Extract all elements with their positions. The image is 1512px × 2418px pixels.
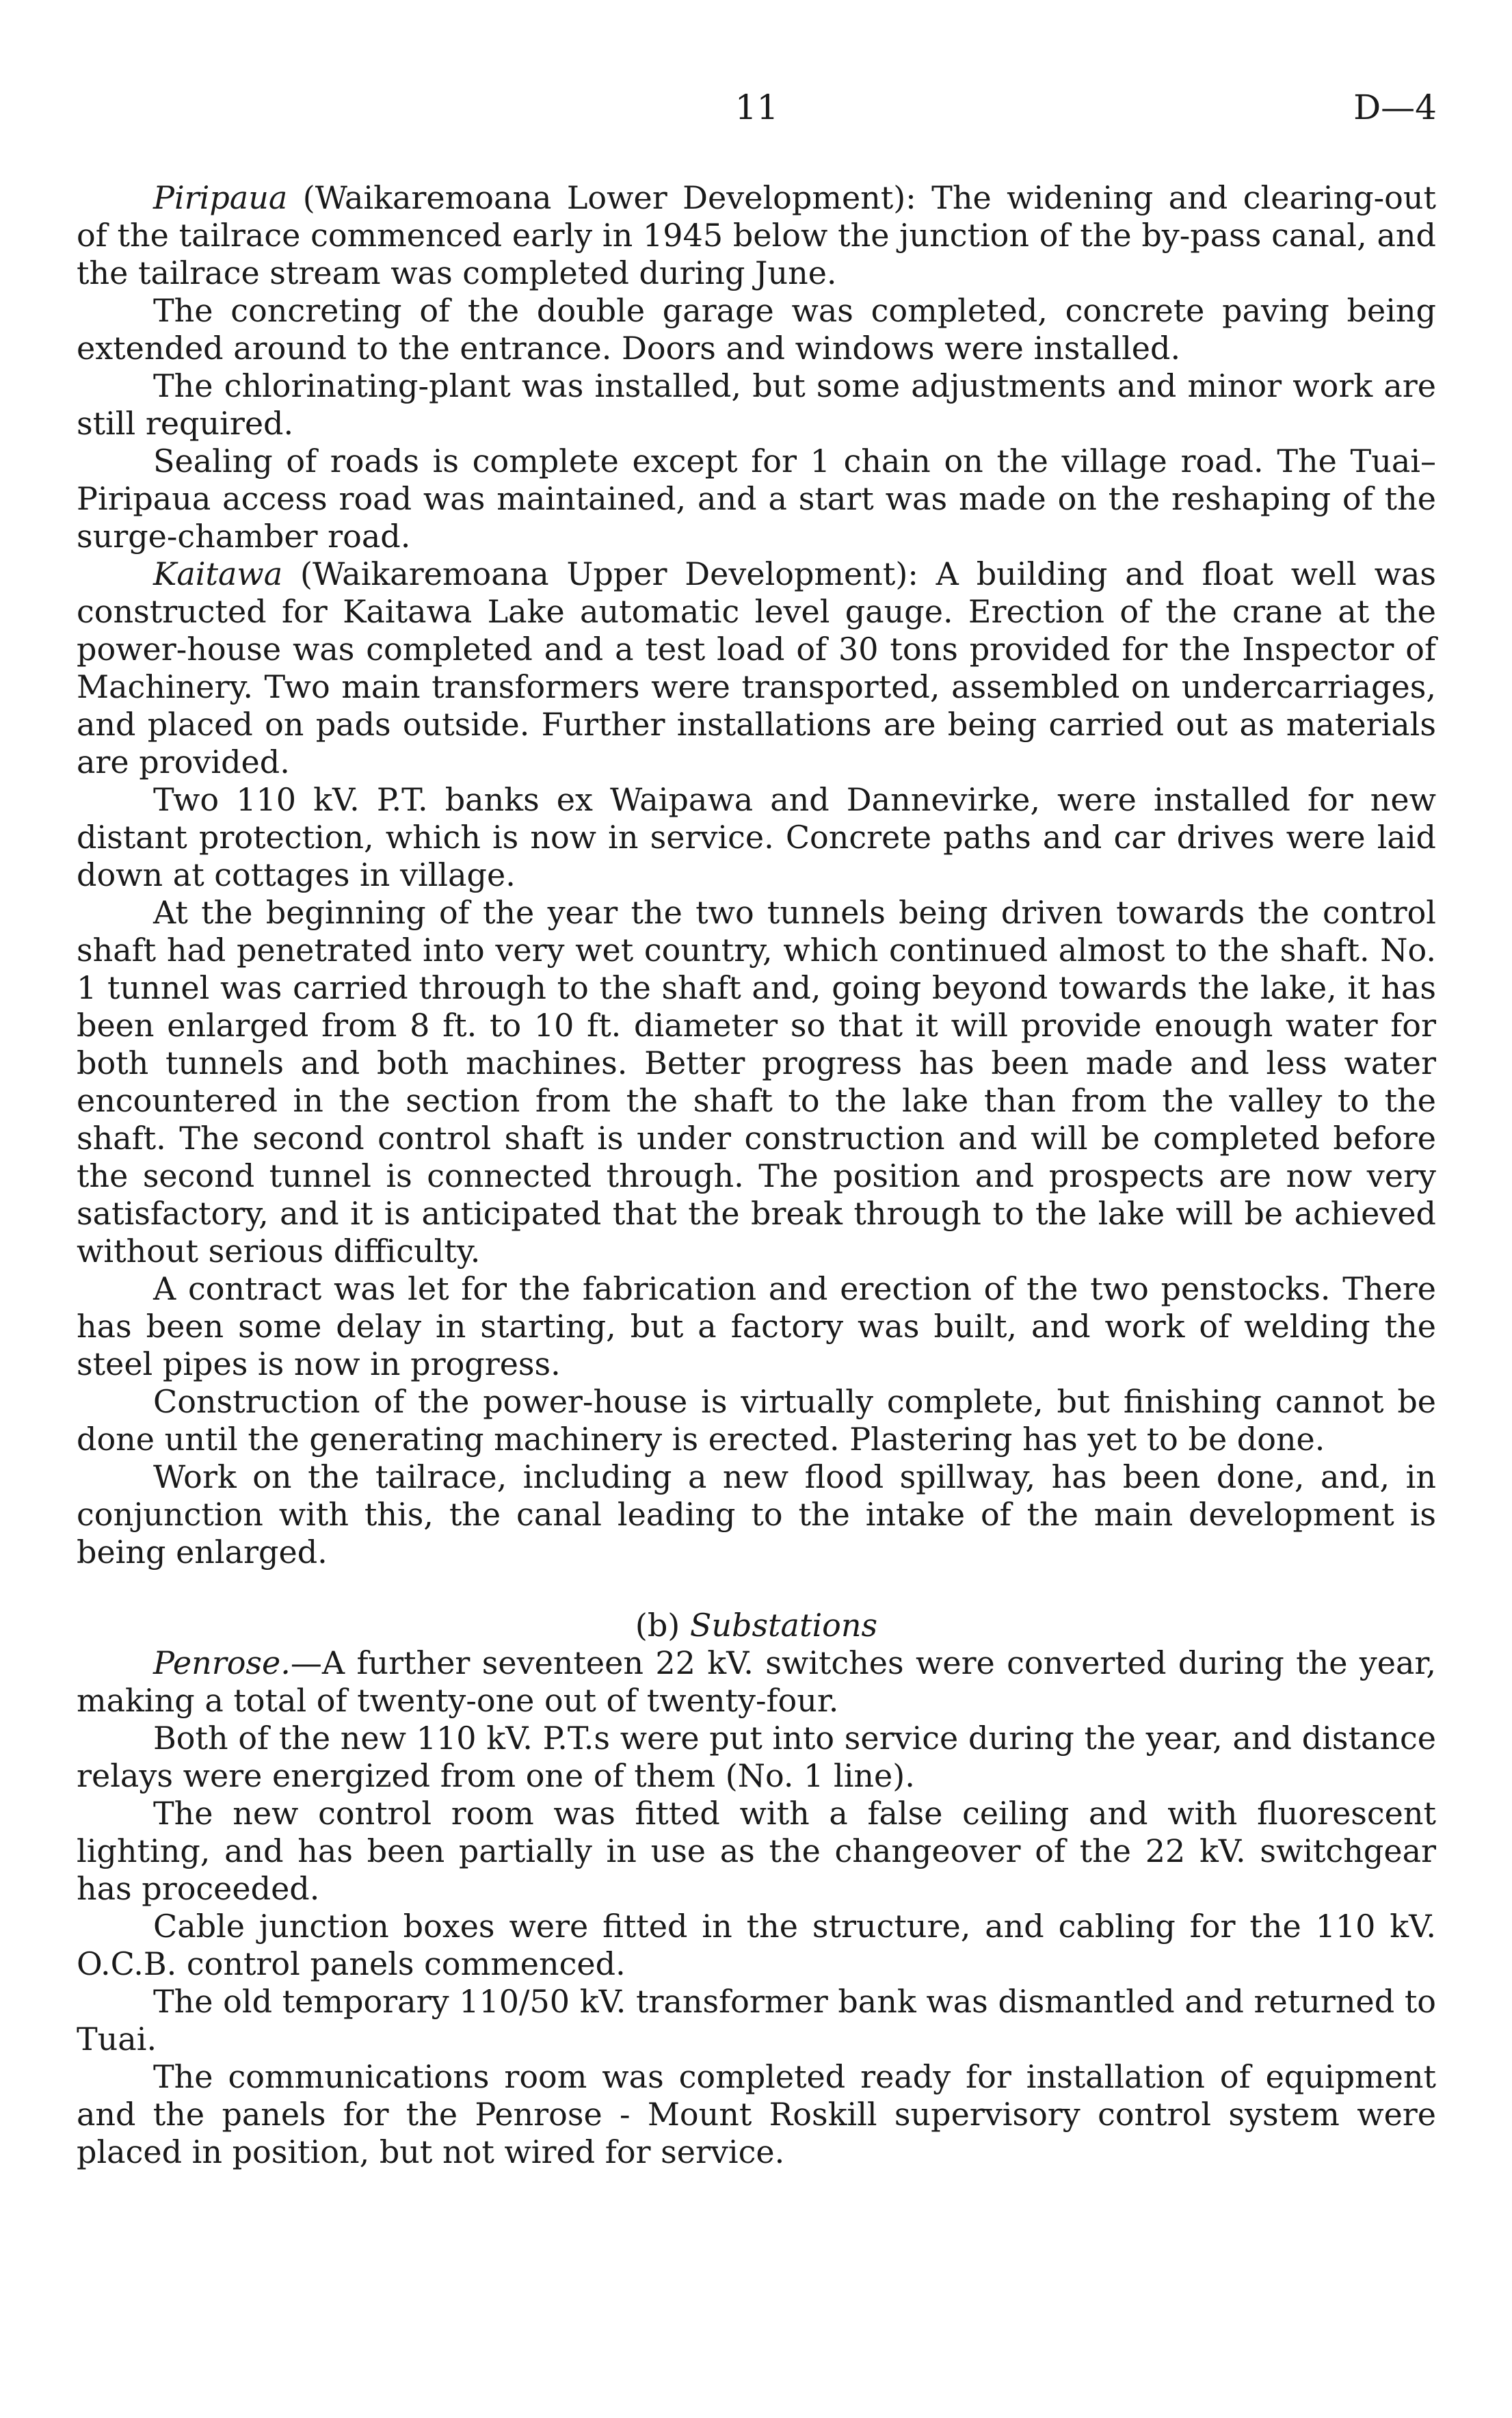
paragraph: The chlorinating-plant was installed, but some adjustments and minor work are still required. [77,367,1436,442]
paragraph-piripaua [77,179,1436,292]
paragraph: Work on the tailrace, including a new flood spillway, has been done, and, in conjunction with this, the canal leading to the intake of the main development is being enlarged. [77,1458,1436,1571]
paragraph: Construction of the power-house is virtually complete, but finishing cannot be done until the generating machinery is erected. Plastering has yet to be done. [77,1383,1436,1458]
paragraph-lead: Penrose. [153,1644,291,1681]
paragraph: The concreting of the double garage was completed, concrete paving being extended around to the entrance. Doors and windows were installed. [77,292,1436,367]
paragraph-kaitawa [77,555,1436,781]
document-reference: D—4 [1353,88,1437,127]
section-letter: (b) [635,1607,680,1644]
section-heading-substations [77,1607,1436,1644]
paragraph: Cable junction boxes were fitted in the structure, and cabling for the 110 kV. O.C.B. control panels commenced. [77,1908,1436,1982]
paragraph-penrose [77,1644,1436,1720]
paragraph: Two 110 kV. P.T. banks ex Waipawa and Dannevirke, were installed for new distant protection, which is now in service. Concrete paths and car drives were laid down at cottages in village. [77,781,1436,893]
paragraph: A contract was let for the fabrication and erection of the two penstocks. There has been some delay in starting, but a factory was built, and work of welding the steel pipes is now in progress. [77,1270,1436,1382]
paragraph-text: (Waikaremoana Lower Development): The widening and clearing-out of the tailrace commenced early in 1945 below the junction of the by-pass canal, and the tailrace stream was completed during June. [77,179,1436,291]
paragraph: At the beginning of the year the two tunnels being driven towards the control shaft had penetrated into very wet country, which continued almost to the shaft. No. 1 tunnel was carried through to the shaft and, going beyond towards the lake, it has been enlarged from 8 ft. to 10 ft. diameter so that it will provide enough water for both tunnels and both machines. Better progress has been made and less water encountered in the section from the shaft to the lake than from the valley to the shaft. The second control shaft is under construction and will be completed before the second tunnel is connected through. The position and prospects are now very satisfactory, and it is anticipated that the break through to the lake will be achieved without serious difficulty. [77,894,1436,1270]
page-number: 11 [734,88,779,127]
paragraph: Both of the new 110 kV. P.T.s were put into service during the year, and distance relays were energized from one of them (No. 1 line). [77,1720,1436,1794]
paragraph-lead: Kaitawa [153,555,283,592]
paragraph: The old temporary 110/50 kV. transformer bank was dismantled and returned to Tuai. [77,1983,1436,2058]
paragraph: Sealing of roads is complete except for 1 chain on the village road. The Tuai–Piripaua access road was maintained, and a start was made on the reshaping of the surge-chamber road. [77,443,1436,555]
paragraph-lead: Piripaua [153,179,288,216]
paragraph-text: —A further seventeen 22 kV. switches were converted during the year, making a total of twenty-one out of twenty-four. [77,1644,1436,1719]
paragraph: The communications room was completed ready for installation of equipment and the panels for the Penrose - Mount Roskill supervisory control system were placed in position, but not wired for service. [77,2058,1436,2170]
paragraph-text: (Waikaremoana Upper Development): A building and float well was constructed for Kaitawa Lake automatic level gauge. Erection of the crane at the power-house was completed and a test load of 30 tons provided for the Inspector of Machinery. Two main transformers were transported, assembled on undercarriages, and placed on pads outside. Further installations are being carried out as materials are provided. [77,555,1436,780]
section-title: Substations [689,1607,878,1644]
page-header [77,88,1437,135]
document-body [77,179,1436,2171]
paragraph: The new control room was fitted with a false ceiling and with fluorescent lighting, and has been partially in use as the changeover of the 22 kV. switchgear has proceeded. [77,1795,1436,1907]
